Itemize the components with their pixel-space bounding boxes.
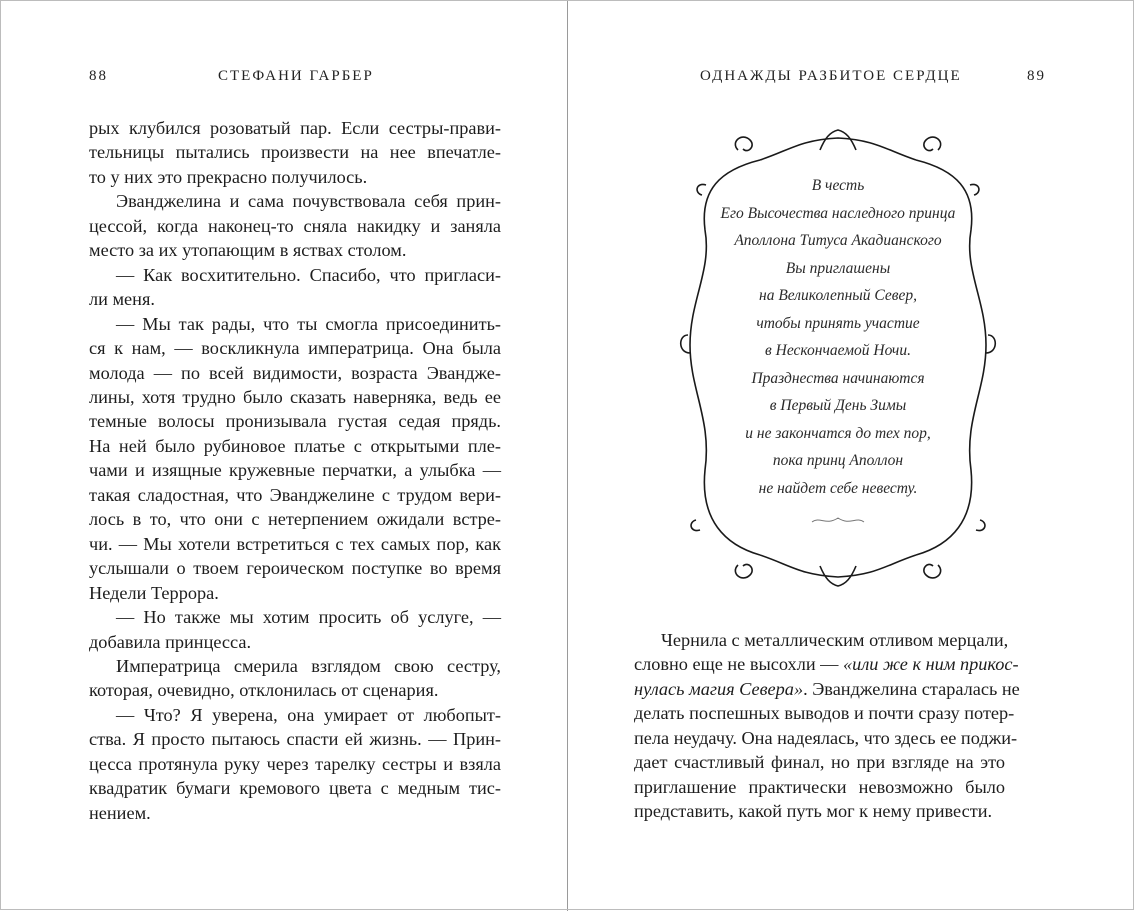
text-line: тельницы пытались произвести на нее впечатле- xyxy=(89,142,501,163)
running-head-author: СТЕФАНИ ГАРБЕР xyxy=(218,68,374,84)
italic-quote: нулась магия Севера» xyxy=(634,678,804,699)
page-number-left: 88 xyxy=(89,68,108,84)
text-line: квадратик бумаги кремового цвета с медным тис- xyxy=(89,778,501,799)
text-line: На ней было рубиновое платье с открытыми пле- xyxy=(89,435,501,456)
invitation-line: Вы приглашены xyxy=(785,259,891,277)
text-line xyxy=(634,652,1019,676)
invitation-line: Его Высочества наследного принца xyxy=(720,204,956,222)
text-line: ли меня. xyxy=(89,289,155,310)
text-line: представить, какой путь мог к нему привести. xyxy=(634,801,993,822)
text-span: . Эванджелина старалась не xyxy=(803,678,1020,699)
text-line: добавила принцесса. xyxy=(89,631,252,652)
text-line: ства. Я просто пытаюсь спасти ей жизнь. — Прин- xyxy=(89,729,501,750)
text-span: словно еще не высохли — xyxy=(634,654,844,675)
text-line: — Что? Я уверена, она умирает от любопыт- xyxy=(116,704,501,725)
text-line: делать поспешных выводов и почти сразу потер- xyxy=(634,703,1015,724)
text-line: — Как восхитительно. Спасибо, что пригласи- xyxy=(116,264,501,285)
text-line: такая сладостная, что Эванджелине с трудом вери- xyxy=(89,484,501,505)
invitation-line: пока принц Аполлон xyxy=(772,452,904,469)
page-gutter xyxy=(567,0,568,911)
running-head-title: ОДНАЖДЫ РАЗБИТОЕ СЕРДЦЕ xyxy=(700,68,962,84)
invitation-text xyxy=(700,172,976,502)
page-number-right: 89 xyxy=(1027,68,1046,84)
invitation-line: В честь xyxy=(811,177,865,194)
italic-quote: «или же к ним прикос- xyxy=(843,654,1019,675)
text-line: темные волосы пронизывала густая седая прядь. xyxy=(89,411,501,432)
text-line: лось в то, что они с нетерпением ожидали встре- xyxy=(89,509,501,530)
text-line: Чернила с металлическим отливом мерцали, xyxy=(661,630,1009,650)
text-line: Императрица смерила взглядом свою сестру, xyxy=(116,655,501,676)
text-line: рых клубился розоватый пар. Если сестры-прави- xyxy=(89,118,501,138)
invitation-line: и не закончатся до тех пор, xyxy=(745,424,931,442)
text-line: Эванджелина и сама почувствовала себя прин- xyxy=(116,191,501,212)
invitation-line: на Великолепный Север, xyxy=(759,287,917,304)
text-line: ся к нам, — воскликнула императрица. Она была xyxy=(89,338,501,359)
text-line: пела неудачу. Она надеялась, что здесь ее поджи- xyxy=(634,727,1018,748)
text-line: — Мы так рады, что ты смогла присоединить- xyxy=(116,313,501,334)
invitation-line: не найдет себе невесту. xyxy=(758,479,918,497)
text-line: чами и изящные кружевные перчатки, а улыбка — xyxy=(89,460,501,481)
text-line: то у них это прекрасно получилось. xyxy=(89,166,368,187)
text-line: чи. — Мы хотели встретиться с тех самых пор, как xyxy=(89,533,501,554)
text-line: лины, хотя трудно было сказать наверняка, ведь ее xyxy=(89,386,501,407)
invitation-line: в Нескончаемой Ночи. xyxy=(765,342,911,359)
invitation-line: чтобы принять участие xyxy=(756,314,920,332)
text-line: — Но также мы хотим просить об услуге, — xyxy=(116,607,501,628)
text-line: молода — по всей видимости, возраста Эвандже- xyxy=(89,362,501,383)
right-body-text xyxy=(634,628,1020,824)
text-line: приглашение практически невозможно было xyxy=(634,776,1005,797)
invitation-line: в Первый День Зимы xyxy=(769,397,907,414)
text-line xyxy=(634,677,1020,701)
text-line: место за их утопающим в яствах столом. xyxy=(89,240,407,261)
text-line: нением. xyxy=(89,802,151,823)
invitation-line: Аполлона Титуса Акадианского xyxy=(734,232,942,249)
text-line: цесса протянула руку через тарелку сестры и взяла xyxy=(89,753,501,774)
text-line: которая, очевидно, отклонилась от сценария. xyxy=(89,680,439,701)
text-line: услышали о твоем героическом поступке во время xyxy=(89,558,501,579)
text-line: Недели Террора. xyxy=(89,582,219,603)
text-line: цессой, когда наконец-то сняла накидку и заняла xyxy=(89,215,501,236)
text-line: дает счастливый финал, но при взгляде на это xyxy=(634,752,1005,773)
invitation-line: Празднества начинаются xyxy=(751,369,925,387)
